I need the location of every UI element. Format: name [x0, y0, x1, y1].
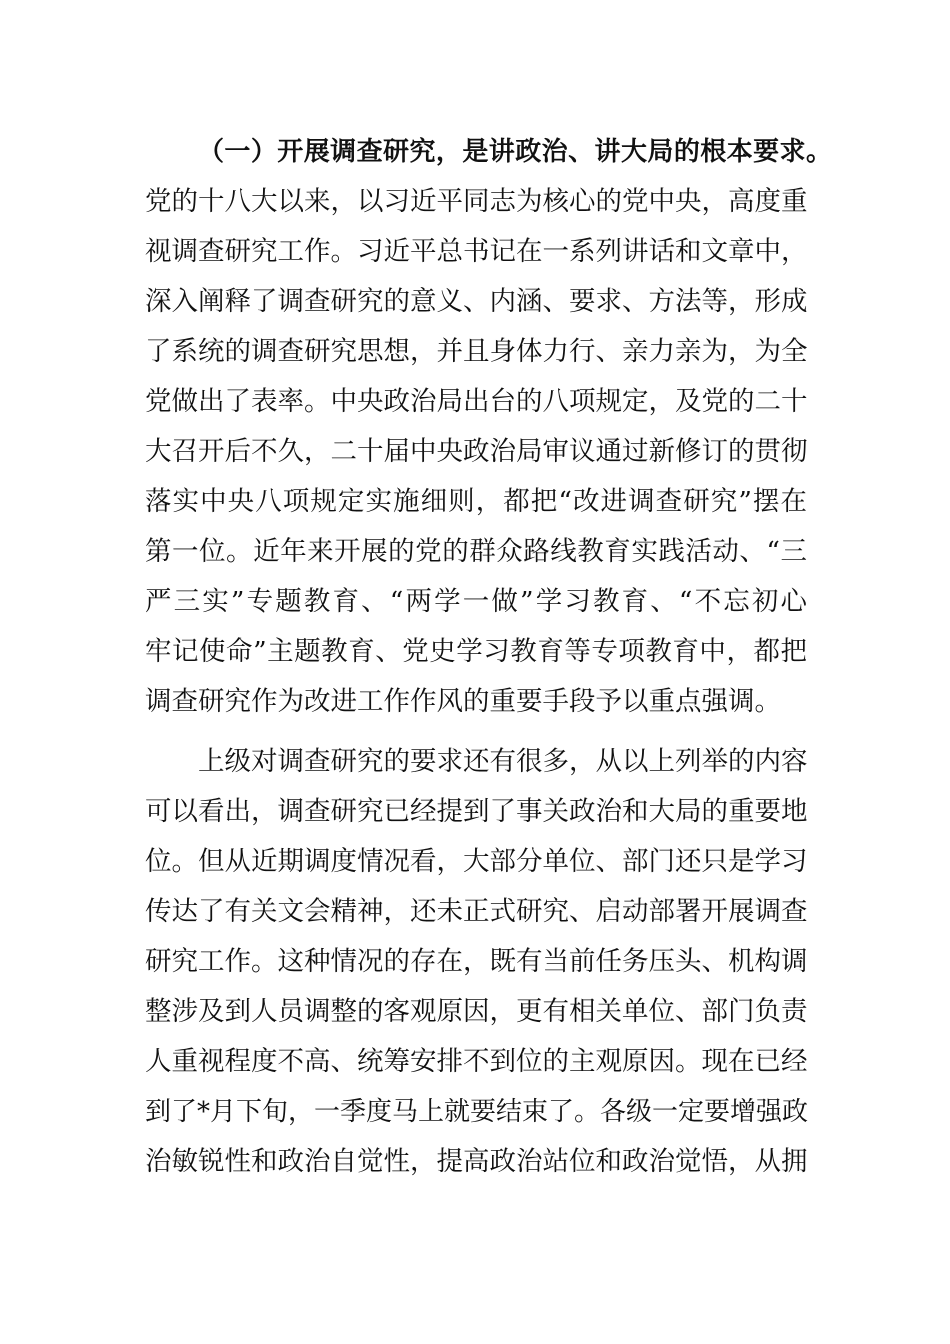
paragraph-1-line-9: 严三实”专题教育、“两学一做”学习教育、“不忘初心 — [145, 586, 807, 617]
paragraph-2-line-5: 研究工作。这种情况的存在，既有当前任务压头、机构调 — [145, 946, 808, 977]
paragraph-2-line-2: 可以看出，调查研究已经提到了事关政治和大局的重要地 — [145, 796, 808, 827]
paragraph-2-line-3: 位。但从近期调度情况看，大部分单位、部门还只是学习 — [145, 846, 808, 877]
paragraph-2-line-4: 传达了有关文会精神，还未正式研究、启动部署开展调查 — [145, 896, 808, 927]
section-heading: （一）开展调查研究，是讲政治、讲大局的根本要求。 — [198, 137, 832, 167]
paragraph-1-line-3: 深入阐释了调查研究的意义、内涵、要求、方法等，形成 — [145, 286, 808, 317]
paragraph-1-line-7: 落实中央八项规定实施细则，都把“改进调查研究”摆在 — [145, 486, 807, 517]
paragraph-1-line-11: 调查研究作为改进工作作风的重要手段予以重点强调。 — [145, 686, 781, 717]
paragraph-1-line-1: 党的十八大以来，以习近平同志为核心的党中央，高度重 — [145, 186, 808, 217]
paragraph-2-line-9: 治敏锐性和政治自觉性，提高政治站位和政治觉悟，从拥 — [145, 1146, 808, 1177]
paragraph-1-line-8: 第一位。近年来开展的党的群众路线教育实践活动、“三 — [145, 536, 807, 567]
paragraph-1-line-6: 大召开后不久，二十届中央政治局审议通过新修订的贯彻 — [145, 436, 808, 467]
paragraph-1-line-2: 视调查研究工作。习近平总书记在一系列讲话和文章中， — [145, 236, 808, 267]
paragraph-1-line-5: 党做出了表率。中央政治局出台的八项规定，及党的二十 — [145, 386, 808, 417]
paragraph-2-line-1: 上级对调查研究的要求还有很多，从以上列举的内容 — [198, 746, 808, 777]
paragraph-2-line-6: 整涉及到人员调整的客观原因，更有相关单位、部门负责 — [145, 996, 808, 1027]
paragraph-1-line-10: 牢记使命”主题教育、党史学习教育等专项教育中，都把 — [145, 636, 807, 667]
paragraph-1-line-4: 了系统的调查研究思想，并且身体力行、亲力亲为，为全 — [145, 336, 808, 367]
paragraph-2-line-8: 到了*月下旬，一季度马上就要结束了。各级一定要增强政 — [145, 1097, 809, 1127]
paragraph-2-line-7: 人重视程度不高、统筹安排不到位的主观原因。现在已经 — [145, 1046, 808, 1077]
